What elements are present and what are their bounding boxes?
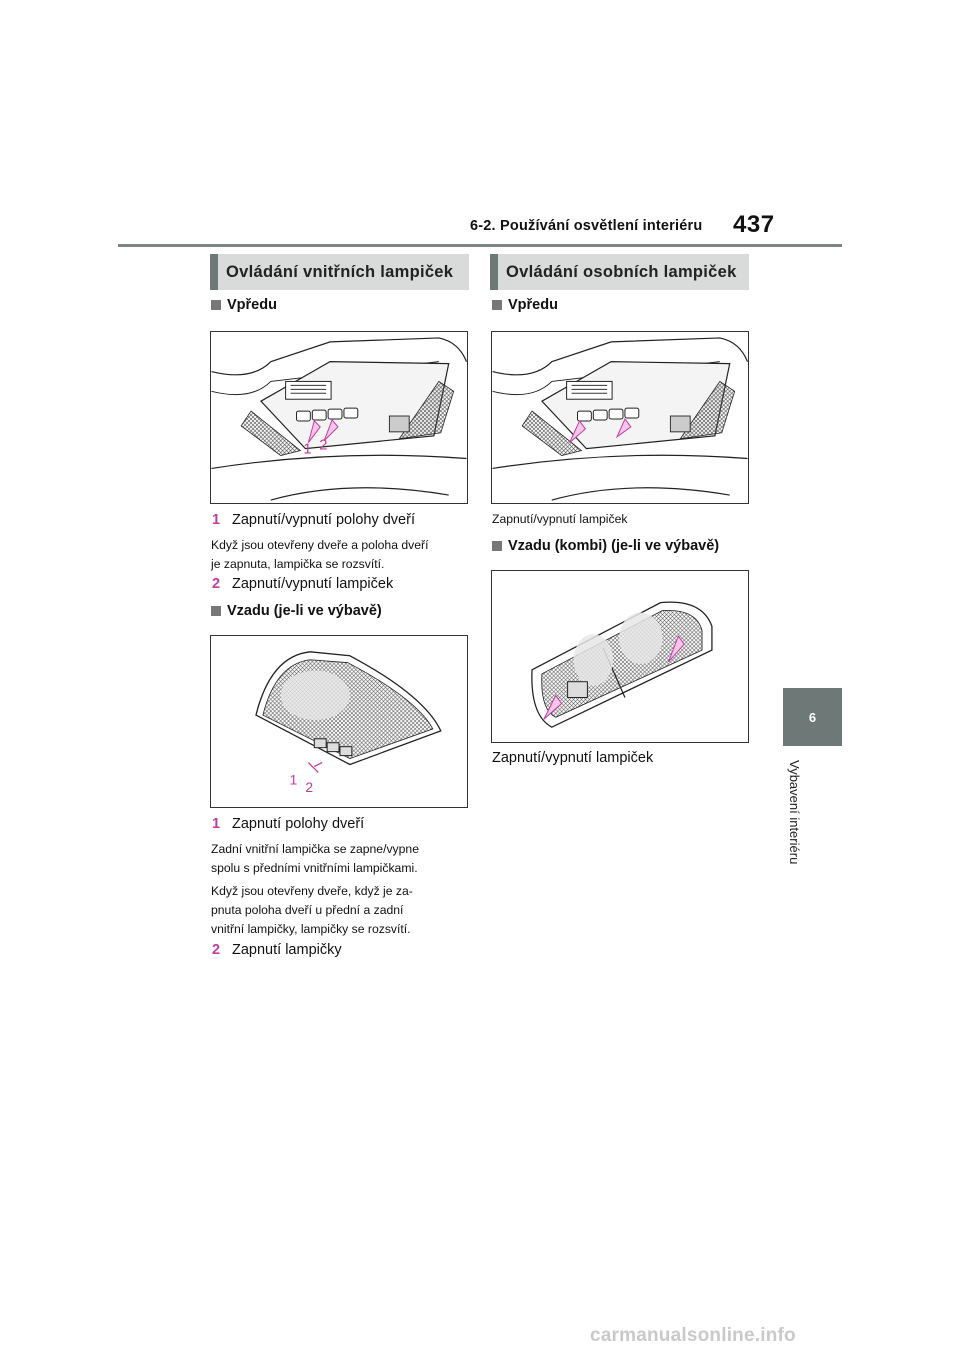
- step-number: 2: [212, 942, 221, 958]
- subheading-text: Vpředu: [227, 297, 277, 313]
- figure-label-2: 2: [305, 779, 314, 796]
- figure-label-1: 1: [303, 441, 312, 458]
- square-bullet-icon: [492, 300, 502, 310]
- step-number: 1: [212, 816, 221, 832]
- figure-label-2: 2: [319, 437, 328, 454]
- subheading-front-personal: [492, 297, 558, 313]
- section-heading-text: Ovládání vnitřních lampiček: [226, 262, 454, 281]
- note-line: Zadní vnitřní lampička se zapne/vypne: [211, 842, 419, 856]
- note-line: je zapnuta, lampička se rozsvítí.: [211, 557, 385, 571]
- rear-personal-lamp-illustration: [492, 571, 748, 742]
- rear-note-1: [211, 840, 476, 878]
- square-bullet-icon: [211, 300, 221, 310]
- square-bullet-icon: [211, 606, 221, 616]
- step-text: Zapnutí lampičky: [232, 942, 342, 958]
- note-line: Když jsou otevřeny dveře a poloha dveří: [211, 538, 429, 552]
- front-step-1-note: [211, 536, 476, 574]
- subheading-front-interior: [211, 297, 277, 313]
- step-text: Zapnutí/vypnutí lampiček: [232, 576, 394, 592]
- step-number: 1: [212, 512, 221, 528]
- page-number: 437: [733, 211, 775, 238]
- section-heading-personal-lights: [490, 254, 749, 290]
- note-line: spolu s předními vnitřními lampičkami.: [211, 861, 418, 875]
- header-rule: [118, 244, 842, 247]
- subheading-text: Vpředu: [508, 297, 558, 313]
- figure-front-interior-lamp: [210, 331, 468, 504]
- front-console-illustration: [211, 332, 467, 503]
- chapter-label-text: Vybavení interiéru: [787, 760, 802, 865]
- subheading-text: Vzadu (je-li ve výbavě): [227, 603, 382, 619]
- subheading-text: Vzadu (kombi) (je-li ve výbavě): [508, 538, 720, 554]
- rear-step-1: [212, 816, 364, 832]
- note-line: pnuta poloha dveří u přední a zadní: [211, 903, 404, 917]
- front-personal-caption: Zapnutí/vypnutí lampiček: [492, 512, 628, 526]
- header-title: 6-2. Používání osvětlení interiéru: [470, 218, 703, 234]
- front-step-2: [212, 576, 393, 592]
- rear-personal-caption: Zapnutí/vypnutí lampiček: [492, 750, 654, 766]
- subheading-rear-personal: [492, 538, 719, 554]
- rear-note-2: [211, 882, 476, 939]
- rear-step-2: [212, 942, 342, 958]
- step-number: 2: [212, 576, 221, 592]
- figure-label-1: 1: [289, 771, 298, 788]
- subheading-rear-interior: [211, 603, 382, 619]
- note-line: Když jsou otevřeny dveře, když je za-: [211, 884, 413, 898]
- figure-front-personal-lamp: [491, 331, 749, 504]
- step-text: Zapnutí polohy dveří: [232, 816, 365, 832]
- rear-lamp-illustration: [211, 636, 467, 807]
- chapter-tab: [783, 688, 842, 746]
- watermark: carmanualsonline.info: [590, 1325, 796, 1346]
- chapter-side-label: [782, 760, 802, 880]
- section-heading-interior-lights: [210, 254, 469, 290]
- section-heading-text: Ovládání osobních lampiček: [506, 262, 737, 281]
- step-text: Zapnutí/vypnutí polohy dveří: [232, 512, 415, 528]
- note-line: vnitřní lampičky, lampičky se rozsvítí.: [211, 922, 411, 936]
- front-step-1: [212, 512, 415, 528]
- square-bullet-icon: [492, 541, 502, 551]
- front-personal-console-illustration: [492, 332, 748, 503]
- figure-rear-interior-lamp: [210, 635, 468, 808]
- figure-rear-personal-lamp: [491, 570, 749, 743]
- chapter-number: 6: [808, 709, 817, 725]
